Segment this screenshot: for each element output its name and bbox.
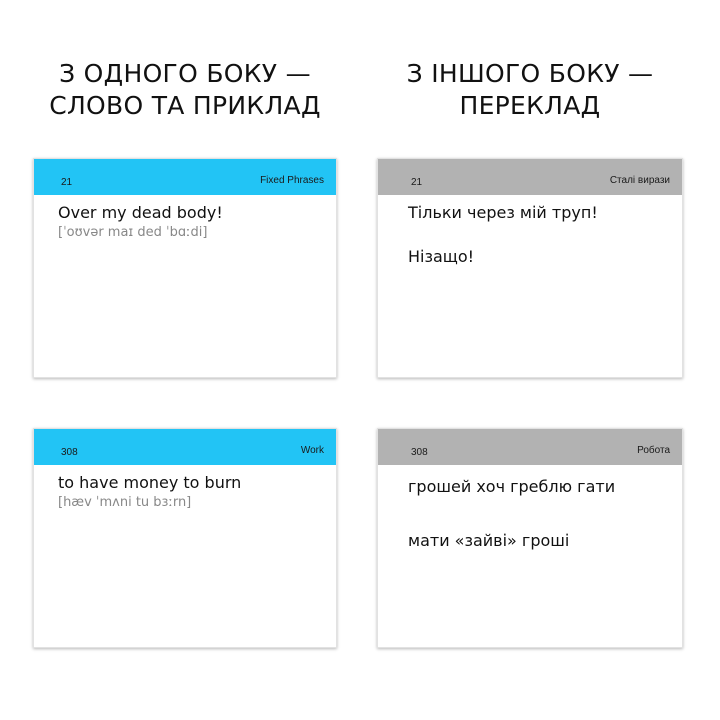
- card-translation: грошей хоч греблю гати: [408, 477, 616, 496]
- card-translation: Нізащо!: [408, 247, 475, 266]
- card-transcription: [hæv ˈmʌni tu bɜːrn]: [58, 495, 192, 510]
- card-header: [34, 429, 336, 465]
- card-phrase: to have money to burn: [58, 473, 242, 492]
- card-translation: Тільки через мій труп!: [408, 203, 598, 222]
- flashcard-front: [33, 428, 337, 648]
- card-header: [378, 429, 682, 465]
- card-number: 308: [61, 447, 78, 458]
- heading-line: СЛОВО ТА ПРИКЛАД: [49, 91, 321, 120]
- card-body: [378, 195, 682, 267]
- card-phrase: Over my dead body!: [58, 203, 223, 222]
- card-body: [378, 465, 682, 551]
- card-number: 21: [411, 177, 423, 188]
- card-header: [34, 159, 336, 195]
- card-transcription: [ˈoʊvər maɪ ded ˈbɑːdi]: [58, 225, 208, 240]
- heading-line: З ІНШОГО БОКУ —: [406, 59, 654, 88]
- flashcard-front: [33, 158, 337, 378]
- card-header: [378, 159, 682, 195]
- card-body: [34, 195, 336, 242]
- flashcard-back: [377, 428, 683, 648]
- heading-line: ПЕРЕКЛАД: [459, 91, 601, 120]
- card-category: Work: [300, 445, 324, 456]
- card-category: Робота: [637, 445, 670, 456]
- front-side-heading: [15, 58, 355, 122]
- heading-line: З ОДНОГО БОКУ —: [59, 59, 311, 88]
- card-number: 308: [411, 447, 428, 458]
- card-translation: мати «зайві» гроші: [408, 531, 570, 550]
- card-body: [34, 465, 336, 512]
- card-number: 21: [61, 177, 73, 188]
- card-category: Fixed Phrases: [260, 175, 324, 186]
- flashcard-back: [377, 158, 683, 378]
- back-side-heading: [360, 58, 700, 122]
- card-category: Сталі вирази: [609, 175, 670, 186]
